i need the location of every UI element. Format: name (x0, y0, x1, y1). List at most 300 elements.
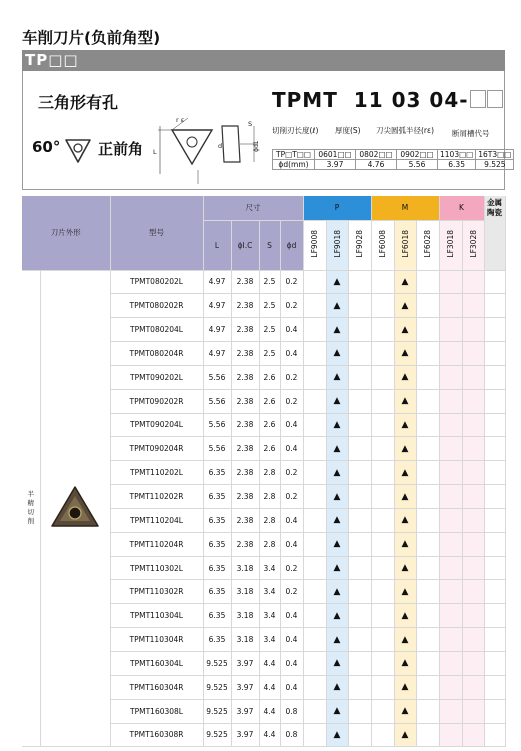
grade-cell (326, 294, 348, 318)
grade-cell (371, 342, 394, 366)
grade-cell (439, 508, 462, 532)
cermet-cell (484, 437, 505, 461)
grade-cell (326, 604, 348, 628)
header-l: L (203, 220, 231, 270)
grade-cell (394, 628, 416, 652)
grade-cell (462, 413, 484, 437)
size-d-cell: 0.4 (280, 508, 303, 532)
group-m: M (371, 196, 439, 220)
diagram-s-label: S (248, 120, 253, 128)
grade-cell (394, 461, 416, 485)
size-cell: 4.76 (356, 160, 397, 170)
grade-cell (348, 365, 371, 389)
grade-cell (416, 461, 439, 485)
group-k: K (439, 196, 484, 220)
size-s-cell: 2.5 (259, 318, 280, 342)
grade-cell (439, 413, 462, 437)
grade-cell (303, 556, 326, 580)
availability-mark: ▲ (333, 563, 341, 574)
header-ic: ϕI.C (231, 220, 259, 270)
grade-cell (394, 556, 416, 580)
code-radius: 04- (429, 88, 469, 112)
size-l-cell: 5.56 (203, 413, 231, 437)
availability-mark: ▲ (401, 419, 409, 430)
grade-cell (394, 270, 416, 294)
page-title: 车削刀片(负前角型) (22, 29, 161, 47)
triangle-insert-icon (64, 138, 92, 164)
model-cell: TPMT080202L (110, 270, 203, 294)
grade-cell (439, 723, 462, 747)
grade-cell (394, 723, 416, 747)
grade-cell (348, 508, 371, 532)
grade-cell (462, 294, 484, 318)
model-cell: TPMT110304L (110, 604, 203, 628)
size-l-cell: 6.35 (203, 628, 231, 652)
size-ic-cell: 2.38 (231, 270, 259, 294)
grade-cell (348, 580, 371, 604)
size-l-cell: 4.97 (203, 270, 231, 294)
grade-cell (348, 604, 371, 628)
grade-header (348, 220, 371, 270)
size-ic-cell: 2.38 (231, 365, 259, 389)
grade-cell (462, 270, 484, 294)
grade-cell (394, 365, 416, 389)
grade-cell (326, 437, 348, 461)
grade-cell (416, 270, 439, 294)
size-s-cell: 2.8 (259, 532, 280, 556)
grade-cell (303, 365, 326, 389)
side-label-cell (22, 270, 40, 747)
grade-cell (439, 580, 462, 604)
grade-cell (462, 675, 484, 699)
grade-cell (326, 485, 348, 509)
grade-cell (439, 675, 462, 699)
legend-thickness: 厚度(S) (335, 126, 361, 135)
model-cell: TPMT160304L (110, 652, 203, 676)
model-cell: TPMT080202R (110, 294, 203, 318)
grade-cell (348, 652, 371, 676)
series-bar (22, 50, 505, 71)
grade-cell (394, 580, 416, 604)
cermet-cell (484, 294, 505, 318)
legend-length: 切削刃长度(ℓ) (272, 126, 319, 135)
grade-cell (303, 485, 326, 509)
grade-cell (462, 485, 484, 509)
grade-cell (416, 413, 439, 437)
size-d-cell: 0.4 (280, 532, 303, 556)
cermet-cell (484, 628, 505, 652)
grade-cell (439, 485, 462, 509)
grade-cell (462, 318, 484, 342)
grade-cell (371, 365, 394, 389)
size-l-cell: 9.525 (203, 699, 231, 723)
grade-cell (371, 318, 394, 342)
insert-photo (49, 484, 101, 530)
product-table (22, 196, 506, 747)
grade-cell (326, 270, 348, 294)
size-l-cell: 6.35 (203, 556, 231, 580)
grade-cell (326, 413, 348, 437)
grade-cell (371, 461, 394, 485)
model-cell: TPMT110304R (110, 628, 203, 652)
grade-cell (462, 461, 484, 485)
size-ic-cell: 3.18 (231, 556, 259, 580)
grade-cell (371, 723, 394, 747)
size-d-cell: 0.2 (280, 461, 303, 485)
group-cermet: 金属陶瓷 (484, 196, 505, 270)
size-s-cell: 3.4 (259, 580, 280, 604)
grade-cell (303, 437, 326, 461)
grade-cell (303, 294, 326, 318)
size-s-cell: 4.4 (259, 699, 280, 723)
size-d-cell: 0.2 (280, 580, 303, 604)
grade-cell (326, 318, 348, 342)
size-s-cell: 2.8 (259, 508, 280, 532)
grade-cell (462, 604, 484, 628)
grade-cell (462, 580, 484, 604)
grade-cell (371, 389, 394, 413)
size-s-cell: 3.4 (259, 604, 280, 628)
header-shape: 刀片外形 (22, 196, 110, 270)
availability-mark: ▲ (333, 539, 341, 550)
model-code (272, 88, 503, 112)
grade-cell (416, 604, 439, 628)
grade-cell (303, 628, 326, 652)
availability-mark: ▲ (401, 634, 409, 645)
code-box-1 (470, 90, 486, 108)
size-s-cell: 2.8 (259, 485, 280, 509)
size-d-cell: 0.4 (280, 675, 303, 699)
availability-mark: ▲ (333, 300, 341, 311)
grade-cell (439, 699, 462, 723)
grade-cell (416, 556, 439, 580)
size-cell: 6.35 (438, 160, 476, 170)
size-s-cell: 4.4 (259, 652, 280, 676)
grade-cell (371, 652, 394, 676)
grade-cell (326, 508, 348, 532)
grade-cell (348, 413, 371, 437)
model-cell: TPMT110302L (110, 556, 203, 580)
availability-mark: ▲ (333, 467, 341, 478)
size-cell: 16T3□□ (476, 150, 514, 160)
cermet-cell (484, 365, 505, 389)
cermet-cell (484, 532, 505, 556)
availability-mark: ▲ (401, 467, 409, 478)
grade-cell (326, 389, 348, 413)
legend-chipbreaker: 断屑槽代号 (452, 129, 490, 138)
code-thickness: 03 (391, 88, 422, 112)
size-d-cell: 0.2 (280, 365, 303, 389)
grade-cell (416, 342, 439, 366)
grade-cell (303, 270, 326, 294)
size-s-cell: 2.5 (259, 294, 280, 318)
cermet-cell (484, 508, 505, 532)
grade-cell (462, 723, 484, 747)
size-cell: TP□T□□ (273, 150, 315, 160)
grade-cell (326, 628, 348, 652)
diagram-l-label: L (153, 148, 157, 156)
size-s-cell: 2.6 (259, 365, 280, 389)
size-ic-cell: 2.38 (231, 342, 259, 366)
grade-cell (326, 461, 348, 485)
size-d-cell: 0.2 (280, 389, 303, 413)
size-l-cell: 6.35 (203, 461, 231, 485)
size-d-cell: 0.4 (280, 437, 303, 461)
size-l-cell: 9.525 (203, 723, 231, 747)
header-model: 型号 (110, 196, 203, 270)
header-row-1 (22, 196, 505, 220)
size-cell: 5.56 (397, 160, 438, 170)
size-s-cell: 2.6 (259, 389, 280, 413)
grade-cell (303, 389, 326, 413)
grade-cell (394, 604, 416, 628)
grade-cell (462, 556, 484, 580)
availability-mark: ▲ (333, 682, 341, 693)
size-ic-cell: 3.18 (231, 628, 259, 652)
grade-header (416, 220, 439, 270)
size-d-cell: 0.8 (280, 699, 303, 723)
side-label: 半精切削 (27, 490, 34, 526)
size-cell: ϕd(mm) (273, 160, 315, 170)
grade-cell (439, 318, 462, 342)
grade-header (371, 220, 394, 270)
grade-cell (303, 413, 326, 437)
size-ic-cell: 2.38 (231, 532, 259, 556)
availability-mark: ▲ (401, 324, 409, 335)
grade-cell (303, 675, 326, 699)
grade-cell (439, 389, 462, 413)
size-l-cell: 6.35 (203, 485, 231, 509)
grade-cell (371, 699, 394, 723)
grade-cell (326, 580, 348, 604)
grade-cell (394, 485, 416, 509)
grade-cell (371, 508, 394, 532)
grade-cell (303, 580, 326, 604)
grade-cell (462, 437, 484, 461)
cermet-cell (484, 270, 505, 294)
availability-mark: ▲ (401, 586, 409, 597)
availability-mark: ▲ (333, 443, 341, 454)
availability-mark: ▲ (333, 586, 341, 597)
grade-cell (371, 437, 394, 461)
availability-mark: ▲ (401, 300, 409, 311)
size-l-cell: 6.35 (203, 532, 231, 556)
grade-cell (416, 723, 439, 747)
grade-cell (394, 389, 416, 413)
size-l-cell: 4.97 (203, 342, 231, 366)
availability-mark: ▲ (333, 706, 341, 717)
header-s: S (259, 220, 280, 270)
model-cell: TPMT110204R (110, 532, 203, 556)
model-cell: TPMT090202R (110, 389, 203, 413)
grade-cell (394, 508, 416, 532)
model-cell: TPMT160308L (110, 699, 203, 723)
availability-mark: ▲ (333, 372, 341, 383)
grade-cell (371, 556, 394, 580)
group-p: P (303, 196, 371, 220)
grade-cell (371, 413, 394, 437)
availability-mark: ▲ (333, 658, 341, 669)
availability-mark: ▲ (401, 539, 409, 550)
grade-header (326, 220, 348, 270)
diagram-d-label: d (218, 142, 223, 150)
size-l-cell: 6.35 (203, 580, 231, 604)
size-ic-cell: 3.97 (231, 675, 259, 699)
model-cell: TPMT080204R (110, 342, 203, 366)
size-d-cell: 0.8 (280, 723, 303, 747)
size-d-cell: 0.2 (280, 294, 303, 318)
availability-mark: ▲ (333, 515, 341, 526)
grade-cell (439, 628, 462, 652)
size-cell: 0802□□ (356, 150, 397, 160)
grade-cell (416, 485, 439, 509)
availability-mark: ▲ (333, 348, 341, 359)
code-prefix: TPMT (272, 88, 338, 112)
grade-cell (348, 556, 371, 580)
size-table-row (273, 160, 514, 170)
availability-mark: ▲ (333, 729, 341, 740)
grade-cell (348, 485, 371, 509)
grade-cell (371, 485, 394, 509)
grade-label: LF3018 (446, 230, 455, 258)
grade-label: LF6028 (423, 230, 432, 258)
size-ic-cell: 2.38 (231, 461, 259, 485)
table-row (22, 270, 505, 294)
availability-mark: ▲ (401, 396, 409, 407)
size-d-cell: 0.4 (280, 342, 303, 366)
size-ic-cell: 2.38 (231, 437, 259, 461)
availability-mark: ▲ (401, 515, 409, 526)
model-cell: TPMT080204L (110, 318, 203, 342)
size-l-cell: 5.56 (203, 437, 231, 461)
size-ic-cell: 2.38 (231, 389, 259, 413)
size-d-cell: 0.4 (280, 413, 303, 437)
cermet-cell (484, 485, 505, 509)
grade-cell (326, 723, 348, 747)
model-cell: TPMT090204R (110, 437, 203, 461)
availability-mark: ▲ (401, 372, 409, 383)
availability-mark: ▲ (401, 658, 409, 669)
legend-radius: 刀尖圆弧半径(rε) (376, 126, 434, 135)
grade-label: LF9008 (310, 230, 319, 258)
grade-label: LF9018 (332, 230, 342, 258)
availability-mark: ▲ (333, 634, 341, 645)
model-cell: TPMT090202L (110, 365, 203, 389)
grade-cell (394, 437, 416, 461)
size-s-cell: 3.4 (259, 628, 280, 652)
grade-cell (348, 437, 371, 461)
grade-cell (439, 294, 462, 318)
grade-cell (416, 532, 439, 556)
model-cell: TPMT110202L (110, 461, 203, 485)
grade-cell (439, 532, 462, 556)
grade-cell (394, 342, 416, 366)
cermet-cell (484, 652, 505, 676)
cermet-cell (484, 604, 505, 628)
availability-mark: ▲ (401, 729, 409, 740)
availability-mark: ▲ (401, 348, 409, 359)
model-cell: TPMT110204L (110, 508, 203, 532)
size-s-cell: 2.5 (259, 342, 280, 366)
grade-cell (439, 604, 462, 628)
availability-mark: ▲ (333, 419, 341, 430)
size-cell: 9.525 (476, 160, 514, 170)
size-d-cell: 0.4 (280, 604, 303, 628)
grade-cell (462, 508, 484, 532)
size-s-cell: 2.6 (259, 437, 280, 461)
grade-cell (439, 461, 462, 485)
availability-mark: ▲ (401, 610, 409, 621)
size-s-cell: 2.5 (259, 270, 280, 294)
header-size: 尺寸 (203, 196, 303, 220)
grade-cell (416, 389, 439, 413)
grade-label: LF6018 (400, 230, 410, 258)
grade-cell (303, 532, 326, 556)
grade-cell (348, 389, 371, 413)
size-l-cell: 6.35 (203, 508, 231, 532)
model-cell: TPMT110202R (110, 485, 203, 509)
cermet-cell (484, 342, 505, 366)
grade-cell (371, 628, 394, 652)
size-d-cell: 0.4 (280, 318, 303, 342)
grade-header (462, 220, 484, 270)
grade-cell (462, 628, 484, 652)
grade-cell (416, 675, 439, 699)
model-cell: TPMT090204L (110, 413, 203, 437)
size-d-cell: 0.2 (280, 485, 303, 509)
grade-cell (416, 508, 439, 532)
grade-cell (326, 532, 348, 556)
grade-cell (416, 437, 439, 461)
grade-cell (462, 699, 484, 723)
availability-mark: ▲ (401, 682, 409, 693)
grade-cell (303, 508, 326, 532)
grade-cell (439, 365, 462, 389)
size-ic-cell: 2.38 (231, 485, 259, 509)
grade-cell (303, 604, 326, 628)
grade-cell (303, 342, 326, 366)
grade-cell (348, 628, 371, 652)
grade-cell (348, 532, 371, 556)
grade-cell (348, 675, 371, 699)
size-ic-cell: 3.97 (231, 699, 259, 723)
grade-cell (394, 675, 416, 699)
cermet-cell (484, 556, 505, 580)
hole-size-table (272, 149, 514, 170)
size-ic-cell: 2.38 (231, 508, 259, 532)
insert-side-diagram (218, 118, 270, 178)
grade-cell (303, 723, 326, 747)
grade-cell (371, 675, 394, 699)
grade-cell (303, 652, 326, 676)
angle-label: 60° (32, 138, 61, 156)
grade-cell (303, 699, 326, 723)
grade-cell (416, 580, 439, 604)
model-cell: TPMT160304R (110, 675, 203, 699)
grade-cell (439, 652, 462, 676)
availability-mark: ▲ (333, 276, 341, 287)
grade-cell (326, 675, 348, 699)
series-label: TP□□ (25, 51, 79, 69)
grade-cell (439, 270, 462, 294)
cermet-cell (484, 318, 505, 342)
shape-subtitle: 三角形有孔 (38, 93, 119, 112)
grade-cell (416, 699, 439, 723)
grade-header (439, 220, 462, 270)
grade-label: LF9028 (355, 230, 364, 258)
size-l-cell: 9.525 (203, 675, 231, 699)
size-l-cell: 4.97 (203, 294, 231, 318)
